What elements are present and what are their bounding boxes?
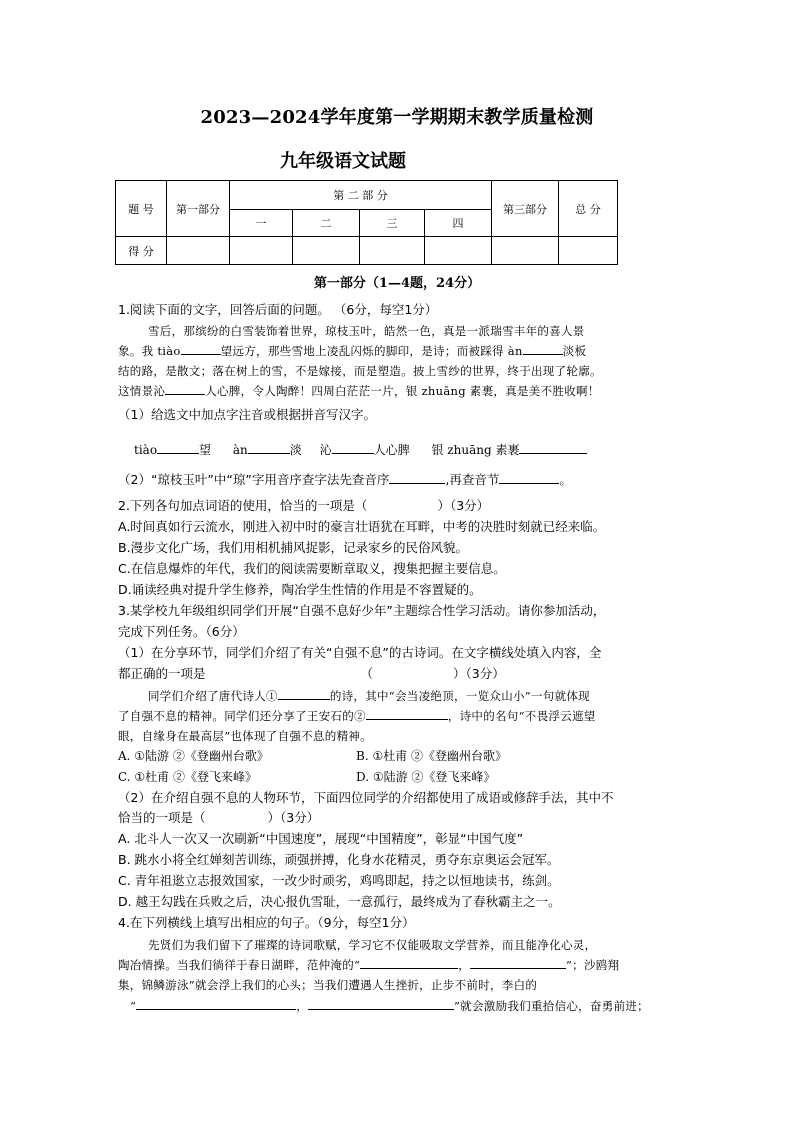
score-input[interactable]: [360, 237, 425, 265]
passage-line: 结的路，是散文；落在树上的雪，不是嫁接，而是塑造。披上雪纱的世界，终于出现了轮廓。: [118, 364, 602, 378]
table-cell: 题 号: [116, 181, 167, 237]
table-cell: 第三部分: [492, 181, 559, 237]
question-2-stem: 2.下列各句加点词语的使用，恰当的一项是（ ）（3分）: [118, 498, 490, 513]
table-cell: 一: [230, 210, 293, 237]
fill-row: tiào 望 àn 淡 沁 人心脾 银 zhuāng 素裹: [134, 440, 587, 460]
blank[interactable]: [523, 342, 563, 355]
blank[interactable]: [332, 441, 374, 454]
passage-line: 了自强不息的精神。同学们还分享了王安石的② ，诗中的名句“不畏浮云遮望: [118, 709, 596, 723]
option-d: D. ①陆游 ②《登飞来峰》: [356, 770, 496, 784]
question-3-sub2: 恰当的一项是（ ）（3分）: [118, 810, 320, 825]
table-cell: 三: [360, 210, 425, 237]
question-3-sub1: 都正确的一项是 （ ）（3分）: [118, 666, 505, 681]
option-b: B. ①杜甫 ②《登幽州台歌》: [356, 749, 508, 763]
blank[interactable]: [278, 687, 330, 700]
blank[interactable]: [360, 956, 458, 969]
score-input[interactable]: [559, 237, 618, 265]
score-input[interactable]: [167, 237, 230, 265]
passage-line: 这情景沁 人心脾，令人陶醉！四周白茫茫一片，银 zhuāng 素裹，真是美不胜收啊！: [118, 384, 600, 398]
question-3-sub2: （2）在介绍自强不息的人物环节，下面四位同学的介绍都使用了成语或修辞手法，其中不: [118, 790, 614, 805]
option-c: C. 青年祖逖立志报效国家，一改少时顽劣，鸡鸣即起，持之以恒地读书，练剑。: [118, 873, 560, 888]
passage-line: 象。我 tiào 望远方，那些雪地上凌乱闪烁的脚印，是诗；而被踩得 àn 淡板: [118, 344, 587, 358]
question-1-sub2: （2）“琼枝玉叶”中“琼”字用音序查字法先查音序 ,再查音节 。: [118, 472, 572, 487]
score-input[interactable]: [293, 237, 360, 265]
blank[interactable]: [157, 441, 199, 454]
passage-line: 集，锦鳞游泳”就会浮上我们的心头；当我们遭遇人生挫折，止步不前时，李白的: [118, 978, 538, 992]
passage-line: “ ， ”就会激励我们重拾信心，奋勇前进；: [130, 999, 649, 1013]
blank[interactable]: [470, 956, 566, 969]
option-d: D.诵读经典对提升学生修养，陶冶学生性情的作用是不容置疑的。: [118, 582, 482, 597]
blank[interactable]: [165, 382, 205, 395]
blank[interactable]: [248, 441, 290, 454]
exam-subtitle: 九年级语文试题: [280, 151, 406, 172]
score-input[interactable]: [425, 237, 492, 265]
blank[interactable]: [308, 997, 454, 1010]
passage-line: 同学们介绍了唐代诗人① 的诗，其中“会当凌绝顶，一览众山小”一句就体现: [148, 689, 590, 703]
score-table: [115, 180, 618, 265]
table-cell: 四: [425, 210, 492, 237]
option-c: C.在信息爆炸的年代，我们的阅读需要断章取义，搜集把握主要信息。: [118, 561, 506, 576]
passage-line: 眼，自缘身在最高层”也体现了自强不息的精神。: [118, 729, 372, 743]
blank[interactable]: [181, 342, 221, 355]
option-a: A. 北斗人一次又一次刷新“中国速度”，展现“中国精度”，彰显“中国气度”: [118, 831, 524, 846]
passage-line: 雪后，那缤纷的白雪装饰着世界，琼枝玉叶，皓然一色，真是一派瑞雪丰年的喜人景: [148, 324, 585, 338]
table-cell: 二: [293, 210, 360, 237]
table-cell: 得 分: [116, 237, 167, 265]
passage-line: 先贤们为我们留下了璀璨的诗词歌赋，学习它不仅能吸取文学营养，而且能净化心灵，: [148, 938, 597, 952]
option-d: D. 越王勾践在兵败之后，决心报仇雪耻，一意孤行，最终成为了春秋霸主之一。: [118, 894, 561, 909]
option-a: A. ①陆游 ②《登幽州台歌》: [118, 749, 269, 763]
blank[interactable]: [519, 441, 587, 454]
passage-line: 陶冶情操。当我们徜徉于春日湖畔，范仲淹的“ ， ”；沙鸥翔: [118, 958, 620, 972]
blank[interactable]: [366, 707, 448, 720]
score-input[interactable]: [492, 237, 559, 265]
table-cell: 总 分: [559, 181, 618, 237]
exam-title: 2023—2024学年度第一学期期末教学质量检测: [200, 107, 594, 128]
table-cell: 第一部分: [167, 181, 230, 237]
blank[interactable]: [389, 471, 445, 484]
option-c: C. ①杜甫 ②《登飞来峰》: [118, 770, 257, 784]
table-cell: 第 二 部 分: [230, 181, 492, 210]
option-a: A.时间真如行云流水，刚进入初中时的豪言壮语犹在耳畔，中考的决胜时刻就已经来临。: [118, 519, 606, 534]
question-1-sub1: （1）给选文中加点字注音或根据拼音写汉字。: [118, 407, 376, 422]
score-input[interactable]: [230, 237, 293, 265]
blank[interactable]: [136, 997, 296, 1010]
question-3-stem: 3.某学校九年级组织同学们开展“自强不息好少年”主题综合性学习活动。请你参加活动，: [118, 603, 606, 618]
option-b: B. 跳水小将全红婵刻苦训练，顽强拼搏，化身水花精灵，勇夺东京奥运会冠军。: [118, 852, 560, 867]
question-3-sub1: （1）在分享环节，同学们介绍了有关“自强不息”的古诗词。在文字横线处填入内容，全: [118, 645, 602, 660]
blank[interactable]: [499, 471, 559, 484]
question-4-stem: 4.在下列横线上填写出相应的句子。（9分，每空1分）: [118, 915, 415, 930]
question-3-stem: 完成下列任务。（6分）: [118, 624, 245, 639]
option-b: B.漫步文化广场，我们用相机捕风捉影，记录家乡的民俗风貌。: [118, 540, 469, 555]
question-1-stem: 1.阅读下面的文字，回答后面的问题。 （6分，每空1分）: [118, 302, 438, 317]
section-heading: 第一部分（1—4题，24分）: [313, 276, 481, 291]
